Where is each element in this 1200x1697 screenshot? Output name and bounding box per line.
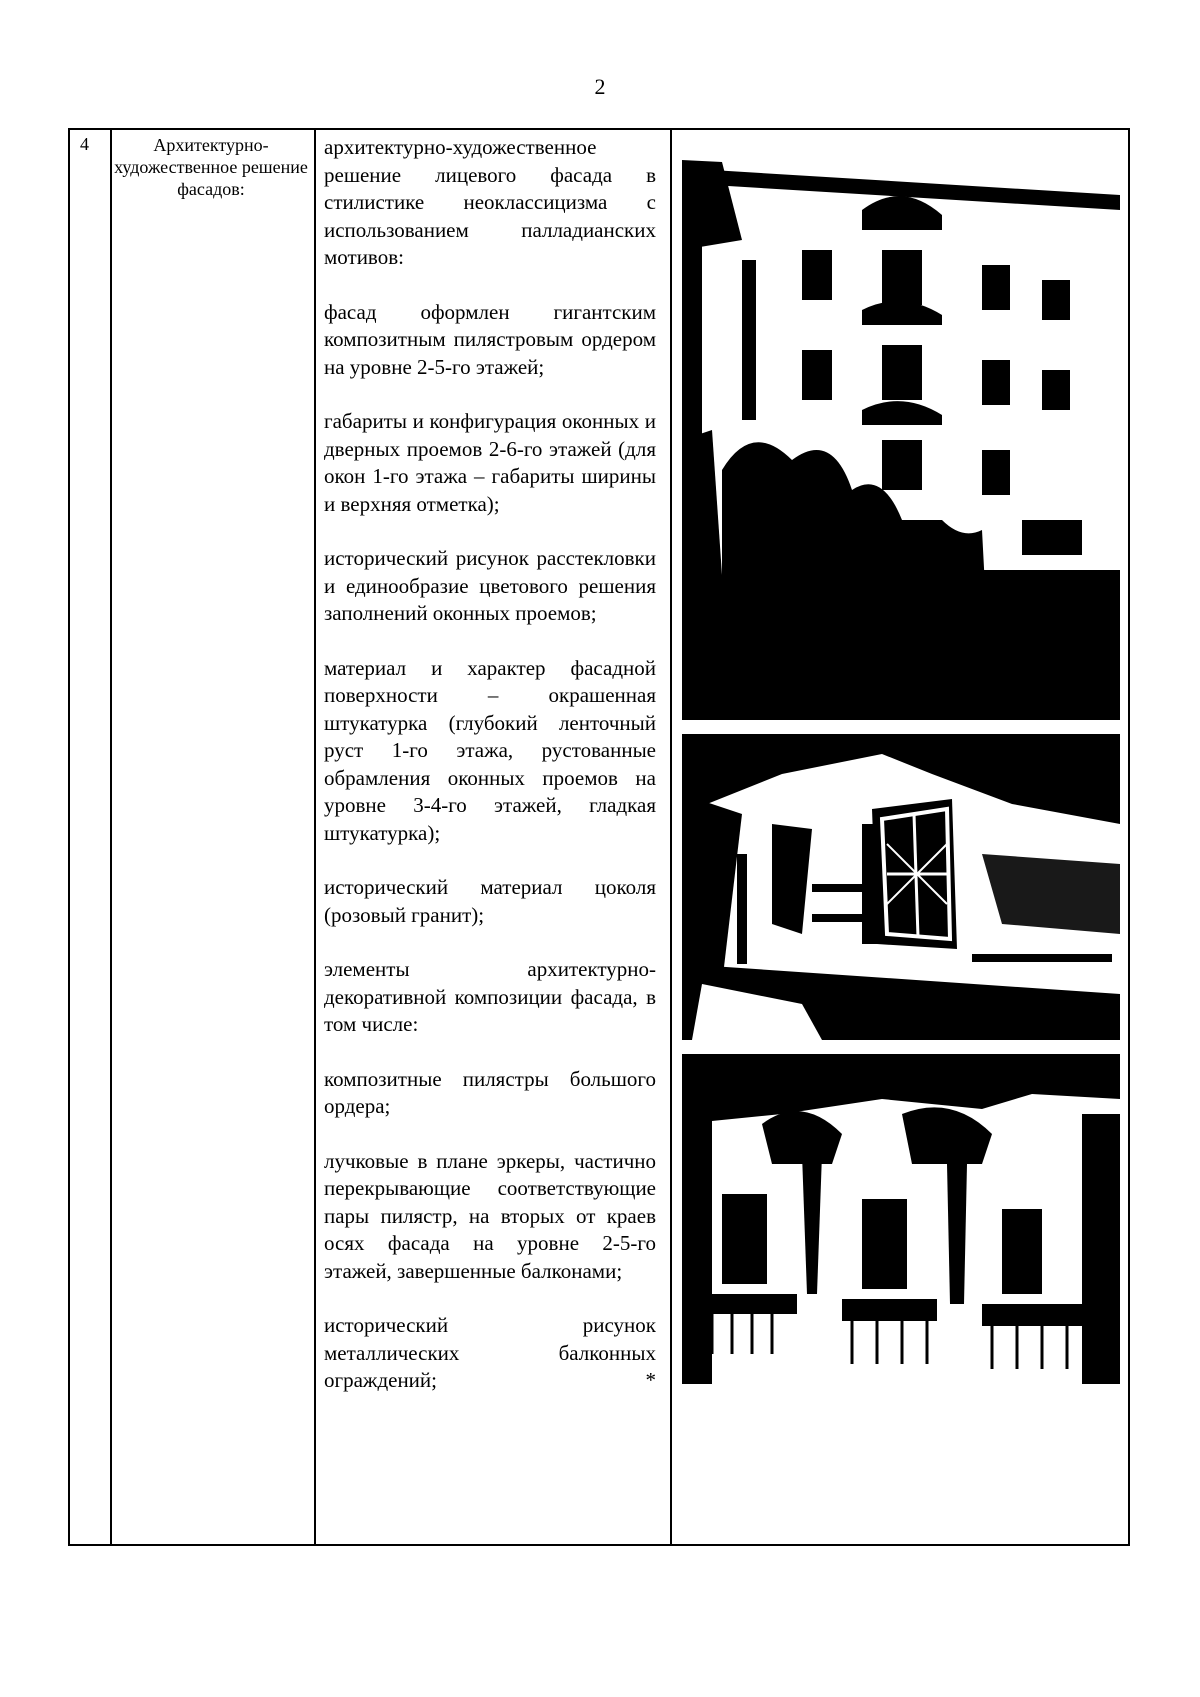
description-item: элементы архитектурно-декоративной композиции фасада, в том числе: bbox=[324, 957, 656, 1036]
description-item: исторический рисунок расстекловки и единообразие цветового решения заполнений оконных проемов; bbox=[324, 546, 656, 625]
page-number: 2 bbox=[594, 74, 606, 99]
facade-photo bbox=[682, 140, 1120, 720]
column-divider bbox=[314, 130, 316, 1544]
description-item: композитные пилястры большого ордера; bbox=[324, 1066, 656, 1118]
heritage-table bbox=[68, 128, 1130, 1546]
description-item: материал и характер фасадной поверхности – окрашенная штукатурка (глубокий ленточный руст 1-го этажа, рустованные обрамления оконных проемов на уровне 3-4-го этажей, гладкая штукатурка); bbox=[324, 655, 656, 845]
description-item: исторический материал цоколя (розовый гранит); bbox=[324, 875, 656, 927]
description-item: исторический рисунок металлических балконных ограждений; * bbox=[324, 1313, 656, 1392]
balconies-photo bbox=[682, 1054, 1120, 1384]
column-divider bbox=[110, 130, 112, 1544]
description-item: фасад оформлен гигантским композитным пилястровым ордером на уровне 2-5-го этажей; bbox=[324, 299, 656, 379]
row-name: Архитектурно-художественное решение фасадов: bbox=[114, 135, 308, 199]
row-number: 4 bbox=[80, 134, 89, 154]
row-description bbox=[324, 134, 656, 1422]
description-item: лучковые в плане эркеры, частично перекрывающие соответствующие пары пилястр, на вторых от краев осях фасада на уровне 2-5-го этажей, завершенные балконами; bbox=[324, 1148, 656, 1283]
description-item: габариты и конфигурация оконных и дверных проемов 2-6-го этажей (для окон 1-го этажа – габариты ширины и верхняя отметка); bbox=[324, 409, 656, 516]
column-divider bbox=[670, 130, 672, 1544]
ground-floor-photo bbox=[682, 734, 1120, 1040]
description-item: архитектурно-художественное решение лицевого фасада в стилистике неоклассицизма с использованием палладианских мотивов: bbox=[324, 135, 656, 269]
